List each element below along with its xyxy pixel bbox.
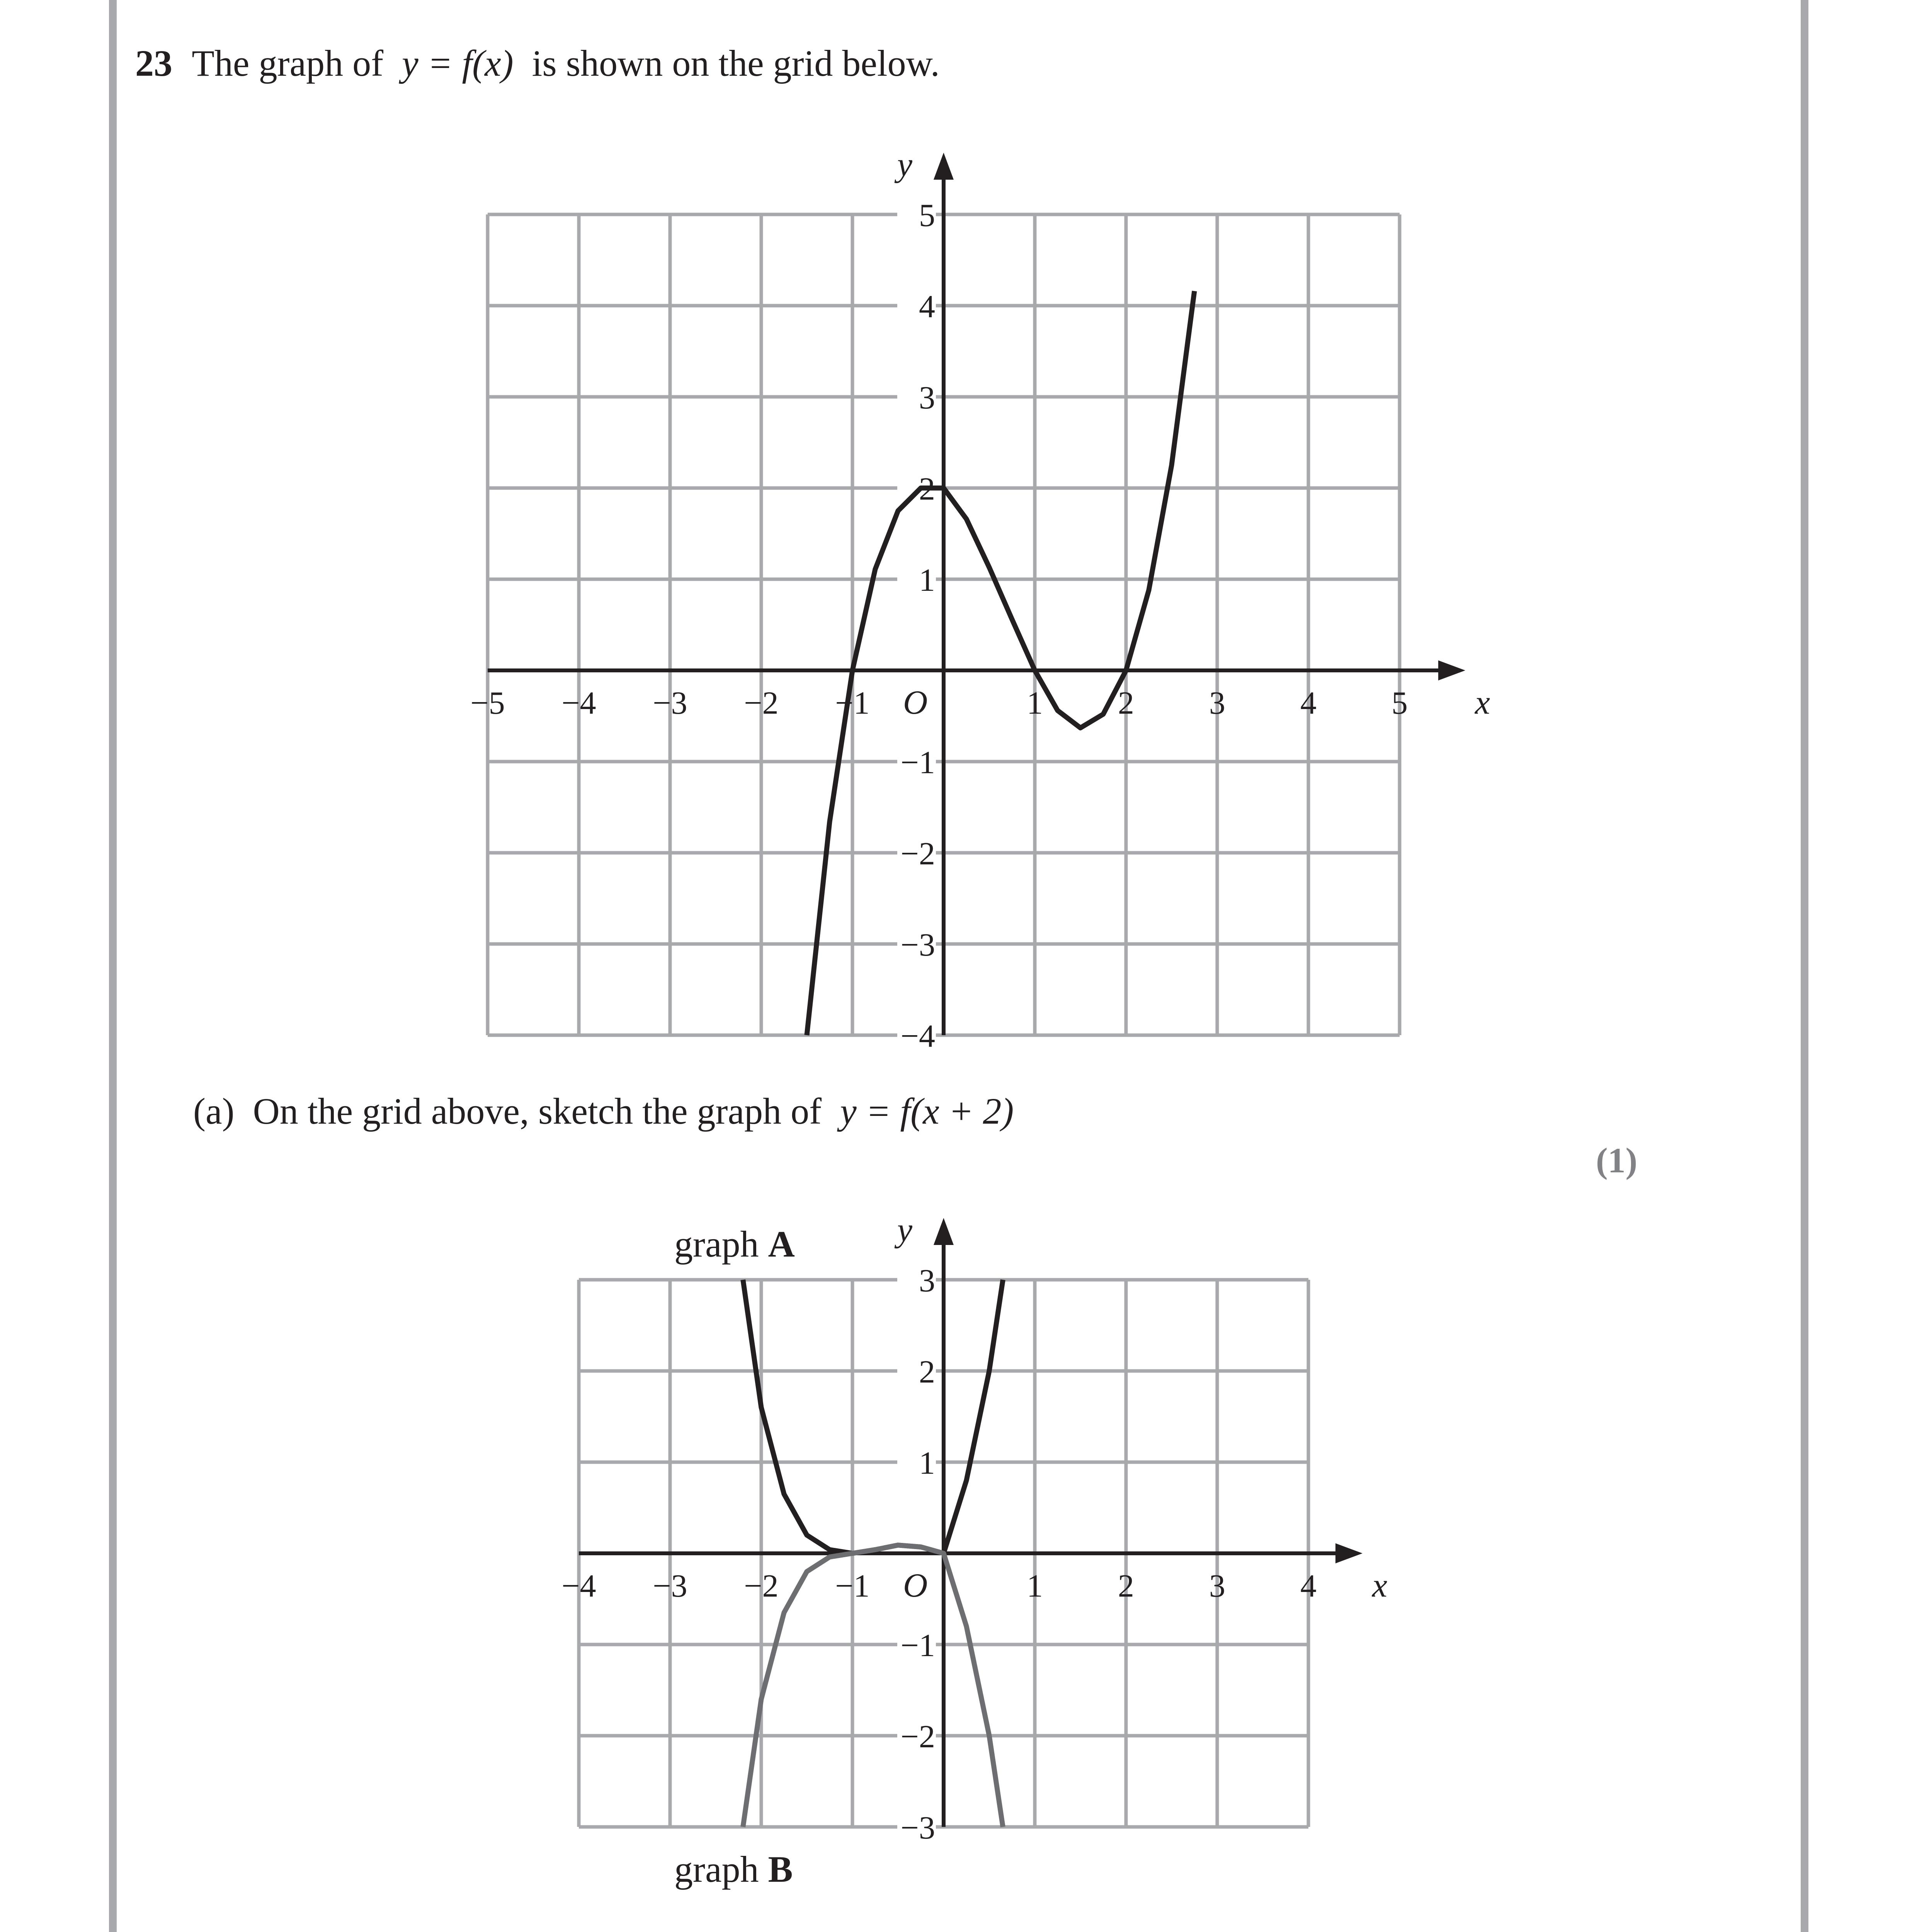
right-margin-line <box>1801 0 1808 1932</box>
graph-ab-curves <box>674 1223 1003 1890</box>
y-tick-label: −1 <box>900 745 935 781</box>
question-intro-pre: The graph of <box>192 43 384 84</box>
graph-a-label-letter: A <box>768 1223 795 1265</box>
y-tick-label: −4 <box>900 1018 935 1054</box>
y-axis-label: y <box>897 146 913 184</box>
y-axis-arrow <box>934 1218 954 1245</box>
y-tick-label: −2 <box>900 1719 935 1755</box>
y-tick-label: −1 <box>900 1628 935 1663</box>
graph-a-b[interactable] <box>533 1211 1403 1901</box>
graph-f-axes <box>488 146 1490 1035</box>
x-tick-label: 1 <box>1027 685 1043 721</box>
question-intro-equation: y = f(x) <box>402 43 514 84</box>
y-tick-label: 3 <box>919 1263 935 1299</box>
y-tick-label: 2 <box>919 1354 935 1390</box>
y-tick-label: −2 <box>900 836 935 872</box>
graph-b-label-prefix: graph <box>674 1849 768 1890</box>
y-tick-label: 4 <box>919 289 935 325</box>
x-axis-label: x <box>1475 684 1490 721</box>
x-tick-label: −1 <box>835 1568 870 1604</box>
origin-label: O <box>903 684 928 721</box>
question-number: 23 <box>135 43 172 84</box>
y-tick-label: −3 <box>900 1810 935 1846</box>
x-tick-label: −2 <box>744 685 779 721</box>
part-a <box>193 1090 1014 1133</box>
x-tick-label: 4 <box>1300 1568 1317 1604</box>
graph-b-curve <box>743 1545 1003 1827</box>
part-a-equation: y = f(x + 2) <box>840 1090 1014 1132</box>
x-tick-label: 3 <box>1209 685 1225 721</box>
y-tick-label: 2 <box>919 471 935 507</box>
x-axis-arrow <box>1335 1543 1362 1563</box>
question-header <box>135 42 940 85</box>
x-tick-label: 4 <box>1300 685 1317 721</box>
y-axis-label: y <box>897 1211 913 1249</box>
x-axis-arrow <box>1438 660 1465 680</box>
x-tick-label: 1 <box>1027 1568 1043 1604</box>
left-margin-line <box>109 0 117 1932</box>
graph-b-label <box>674 1849 793 1890</box>
y-tick-label: 5 <box>919 197 935 233</box>
part-a-marks: (1) <box>1596 1141 1638 1180</box>
origin-label: O <box>903 1567 928 1604</box>
x-tick-label: −4 <box>561 685 596 721</box>
part-a-text: On the grid above, sketch the graph of <box>253 1090 822 1132</box>
part-a-label: (a) <box>193 1090 235 1132</box>
x-tick-label: −1 <box>835 685 870 721</box>
graph-a-label <box>674 1223 795 1265</box>
x-tick-label: −5 <box>470 685 505 721</box>
y-f-x--curve <box>807 291 1194 1035</box>
y-tick-label: 1 <box>919 562 935 598</box>
graph-b-label-letter: B <box>768 1849 793 1890</box>
graph-f[interactable] <box>437 128 1490 1055</box>
x-axis-label: x <box>1372 1567 1388 1604</box>
y-tick-label: 3 <box>919 380 935 416</box>
x-tick-label: −2 <box>744 1568 779 1604</box>
x-tick-label: 3 <box>1209 1568 1225 1604</box>
x-tick-label: 2 <box>1118 685 1134 721</box>
graph-a-curve <box>743 1280 1003 1553</box>
x-tick-label: −4 <box>561 1568 596 1604</box>
x-tick-label: 5 <box>1391 685 1408 721</box>
graph-f-ticks <box>470 197 1408 1054</box>
y-tick-label: −3 <box>900 927 935 963</box>
y-tick-label: 1 <box>919 1445 935 1481</box>
x-tick-label: 2 <box>1118 1568 1134 1604</box>
question-intro-post: is shown on the grid below. <box>532 43 940 84</box>
y-axis-arrow <box>934 153 954 180</box>
graph-a-label-prefix: graph <box>674 1223 768 1265</box>
x-tick-label: −3 <box>653 1568 687 1604</box>
x-tick-label: −3 <box>653 685 687 721</box>
graph-f-curve <box>807 291 1194 1035</box>
